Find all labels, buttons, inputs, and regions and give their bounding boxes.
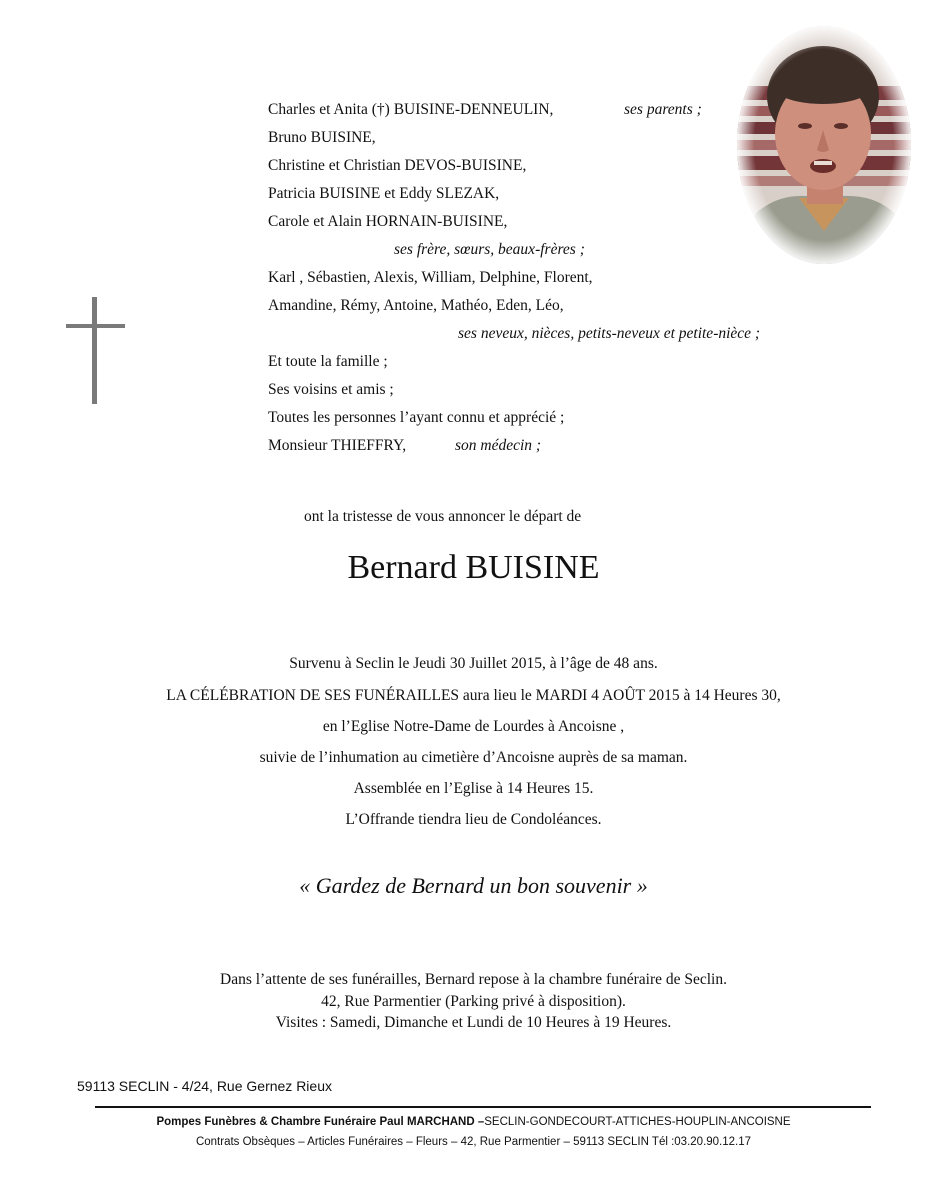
doctor-name: Monsieur THIEFFRY,: [268, 437, 407, 454]
funeral-home-line: [0, 1115, 947, 1129]
nephews-role: ses neveux, nièces, petits-neveux et petite-nièce ;: [458, 325, 761, 342]
deceased-name: Bernard BUISINE: [347, 549, 600, 586]
visitation-line: Visites : Samedi, Dimanche et Lundi de 10 Heures à 19 Heures.: [275, 1014, 672, 1031]
sibling-line: Patricia BUISINE et Eddy SLEZAK,: [268, 185, 500, 202]
funeral-home-towns: SECLIN-GONDECOURT-ATTICHES-HOUPLIN-ANCOISNE: [484, 1116, 791, 1128]
details-line: Survenu à Seclin le Jeudi 30 Juillet 2015, à l’âge de 48 ans.: [289, 655, 658, 672]
funeral-home-name: Pompes Funèbres & Chambre Funéraire Paul MARCHAND –: [156, 1116, 485, 1128]
siblings-role: ses frère, sœurs, beaux-frères ;: [394, 241, 585, 258]
sibling-line: Carole et Alain HORNAIN-BUISINE,: [268, 213, 508, 230]
details-line: Assemblée en l’Eglise à 14 Heures 15.: [353, 780, 594, 797]
announcement: ont la tristesse de vous annoncer le départ de: [304, 508, 582, 525]
parents-role: ses parents ;: [624, 101, 702, 118]
sibling-line: Christine et Christian DEVOS-BUISINE,: [268, 157, 527, 174]
details-line: en l’Eglise Notre-Dame de Lourdes à Ancoisne ,: [322, 718, 625, 735]
divider: [95, 1106, 871, 1108]
doctor-role: son médecin ;: [455, 437, 542, 454]
funeral-home-services: Contrats Obsèques – Articles Funéraires – Fleurs – 42, Rue Parmentier – 59113 SECLIN Tél :03.20.90.12.17: [195, 1136, 752, 1148]
address: 59113 SECLIN - 4/24, Rue Gernez Rieux: [77, 1078, 332, 1094]
details-line: L’Offrande tiendra lieu de Condoléances.: [345, 811, 602, 828]
visitation-line: Dans l’attente de ses funérailles, Bernard repose à la chambre funéraire de Seclin.: [220, 971, 727, 988]
memorial-quote: « Gardez de Bernard un bon souvenir »: [299, 873, 648, 898]
portrait-photo: [737, 26, 911, 264]
neighbours: Ses voisins et amis ;: [268, 381, 394, 398]
nephews-line: Karl , Sébastien, Alexis, William, Delphine, Florent,: [268, 269, 593, 286]
cross-icon: [66, 297, 126, 405]
details-line: suivie de l’inhumation au cimetière d’Ancoisne auprès de sa maman.: [259, 749, 688, 766]
family-all: Et toute la famille ;: [268, 353, 388, 370]
acquaintances: Toutes les personnes l’ayant connu et apprécié ;: [268, 409, 565, 426]
details-line: LA CÉLÉBRATION DE SES FUNÉRAILLES aura lieu le MARDI 4 AOÛT 2015 à 14 Heures 30,: [166, 687, 781, 704]
sibling-line: Bruno BUISINE,: [268, 129, 376, 146]
visitation-line: 42, Rue Parmentier (Parking privé à disposition).: [321, 993, 626, 1010]
parents-names: Charles et Anita (†) BUISINE-DENNEULIN,: [268, 101, 554, 118]
nephews-line: Amandine, Rémy, Antoine, Mathéo, Eden, Léo,: [268, 297, 564, 314]
